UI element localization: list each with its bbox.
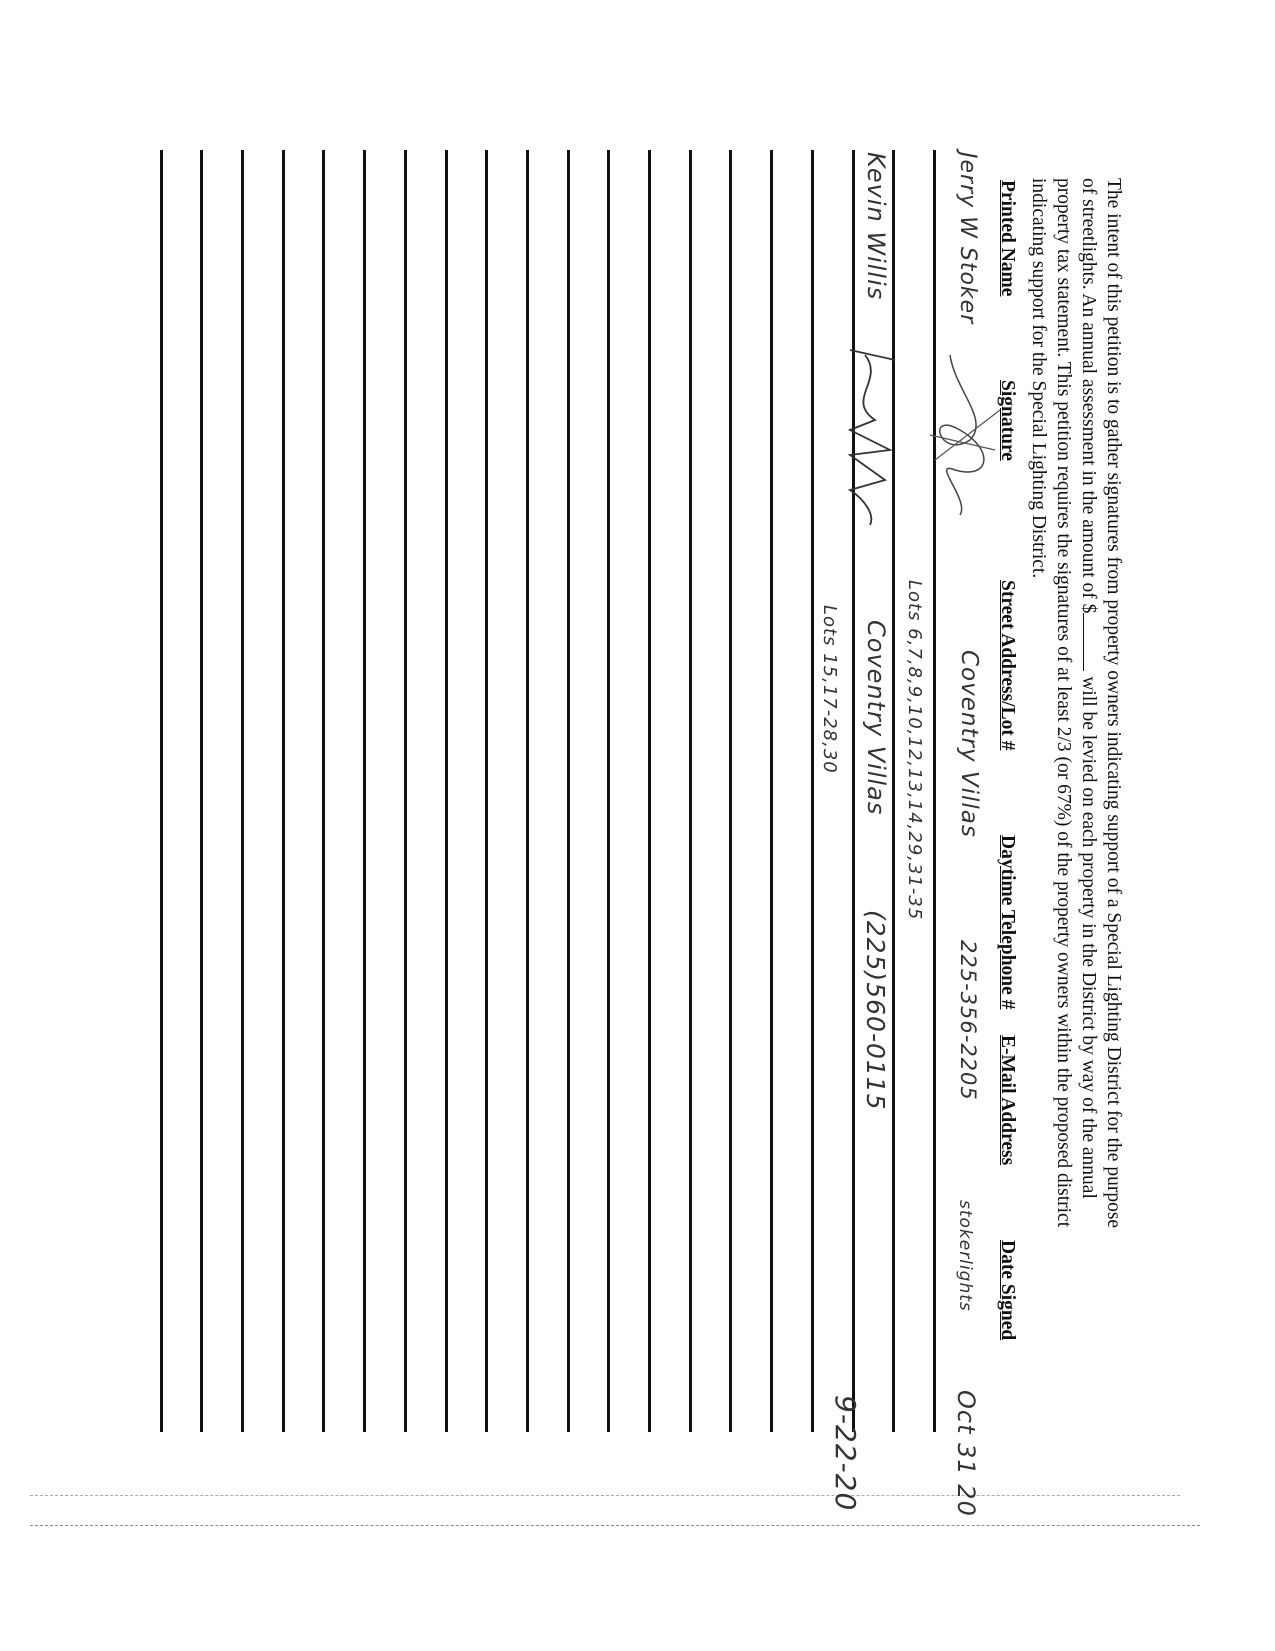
intro-line xyxy=(1076,178,1101,1448)
entry-1-email: stokerlights xyxy=(955,1200,975,1312)
header-date-signed: Date Signed xyxy=(997,1240,1018,1341)
entry-2-lots: Lots 15,17-28,30 xyxy=(819,605,840,774)
signature-row-line xyxy=(933,150,936,1432)
signature-row-line xyxy=(485,150,488,1432)
header-daytime-telephone: Daytime Telephone # xyxy=(997,835,1018,1010)
entry-2-date: 9-22-20 xyxy=(829,1395,862,1512)
header-printed-name: Printed Name xyxy=(997,180,1018,297)
entry-2-signature xyxy=(835,340,905,530)
entry-1-date: Oct 31 20 xyxy=(952,1390,980,1517)
entry-1-address: Coventry Villas xyxy=(956,650,982,838)
signature-row-line xyxy=(200,150,203,1432)
intro-line: indicating support for the Special Lighting District. xyxy=(1028,178,1049,579)
amount-blank xyxy=(1083,613,1100,671)
entry-2-name: Kevin Willis xyxy=(862,152,890,301)
header-street-address: Street Address/Lot # xyxy=(997,580,1018,751)
petition-page xyxy=(130,150,1130,1550)
signature-row-line xyxy=(282,150,285,1432)
signature-row-line xyxy=(323,150,326,1432)
signature-row-line xyxy=(689,150,692,1432)
signature-row-line xyxy=(811,150,814,1432)
signature-row-line xyxy=(648,150,651,1432)
entry-1-lots: Lots 6,7,8,9,10,12,13,14,29,31-35 xyxy=(904,580,925,921)
signature-row-line xyxy=(363,150,366,1432)
entry-1-phone: 225-356-2205 xyxy=(956,940,980,1101)
signature-row-line xyxy=(607,150,610,1432)
signature-row-line xyxy=(730,150,733,1432)
intro-text: of streetlights. An annual assessment in the amount of $ xyxy=(1078,178,1099,614)
signature-row-line xyxy=(526,150,529,1432)
signature-row-line xyxy=(160,150,163,1432)
intro-line: The intent of this petition is to gather signatures from property owners indicating support of a Special Lighting District for the purpose xyxy=(1103,178,1124,1229)
intro-text: will be levied on each property in the District by way of the annual xyxy=(1078,676,1099,1199)
entry-1-signature xyxy=(920,350,1010,520)
signature-row-line xyxy=(241,150,244,1432)
entry-2-phone: (225)560-0115 xyxy=(861,910,890,1111)
intro-line: property tax statement. This petition requires the signatures of at least 2/3 (or 67%) of the property owners within the proposed district xyxy=(1053,178,1074,1228)
intro-paragraph xyxy=(1026,178,1126,1448)
signature-row-line xyxy=(445,150,448,1432)
signature-row-line xyxy=(770,150,773,1432)
entry-2-address: Coventry Villas xyxy=(862,620,890,816)
signature-row-line xyxy=(567,150,570,1432)
header-email: E-Mail Address xyxy=(997,1035,1018,1166)
header-signature: Signature xyxy=(997,380,1018,461)
entry-1-name: Jerry W Stoker xyxy=(955,152,980,325)
signature-row-line xyxy=(404,150,407,1432)
